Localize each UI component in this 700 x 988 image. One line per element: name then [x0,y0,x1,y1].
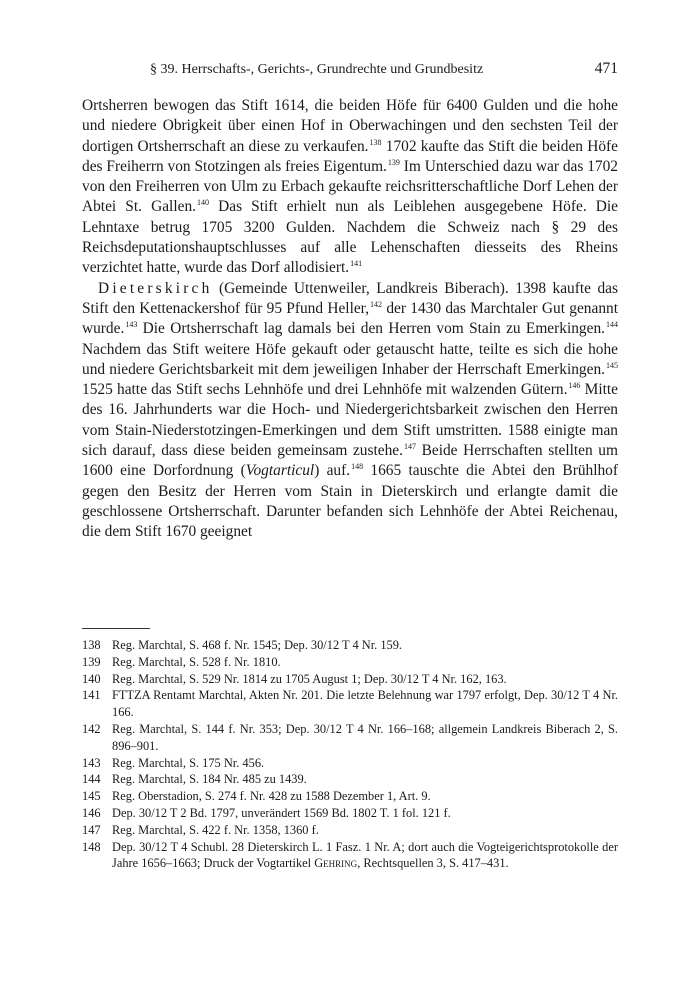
footnote-ref[interactable]: 142 [370,299,383,309]
footnote-147 [82,822,618,839]
footnote-text: Reg. Marchtal, S. 175 Nr. 456. [112,755,265,770]
footnote-text: Reg. Marchtal, S. 468 f. Nr. 1545; Dep. 30/12 T 4 Nr. 159. [112,638,403,652]
footnote-ref[interactable]: 138 [369,137,382,147]
footnote-text: Reg. Marchtal, S. 184 Nr. 485 zu 1439. [112,772,307,787]
text-run: Das Stift erhielt nun als Leiblehen ausgegebene Höfe. Die Lehntaxe betrug 1705 3200 Gulden. Nachdem die Schweiz nach § 29 des Reichsdeputationshauptschlusses auf alle Lehenschaften diesseits des Rheins verzichtet hatte, wurde das Dorf allodisiert. [82,198,619,277]
text-run: ) auf. [314,462,351,480]
footnote-144 [82,771,618,788]
footnote-ref[interactable]: 144 [606,320,618,330]
text-run: 1525 hatte das Stift sechs Lehnhöfe und drei Lehnhöfe mit walzenden Gütern. [82,381,568,399]
footnote-number: 145 [82,789,101,804]
footnote-ref[interactable]: 146 [568,381,581,391]
footnote-text: Reg. Oberstadion, S. 274 f. Nr. 428 zu 1588 Dezember 1, Art. 9. [112,789,431,804]
footnote-ref[interactable]: 148 [351,462,364,472]
footnotes [82,637,618,872]
text-run: Die Ortsherrschaft lag damals bei den Herren vom Stain zu Emerkingen. [137,320,605,338]
page-number: 471 [594,60,618,77]
footnote-number: 141 [82,688,101,703]
footnote-ref[interactable]: 140 [197,198,209,208]
footnote-text: Dep. 30/12 T 2 Bd. 1797, unverändert 1569 Bd. 1802 T. 1 fol. 121 f. [112,805,451,820]
footnote-number: 147 [82,822,101,837]
footnote-text: Reg. Marchtal, S. 144 f. Nr. 353; Dep. 30/12 T 4 Nr. 166–168; allgemein Landkreis Biberach 2, S. 896–901. [112,721,618,753]
running-head [82,60,618,82]
footnote-text: Reg. Marchtal, S. 422 f. Nr. 1358, 1360 f. [112,822,319,837]
text-run: 1665 tauschte die Abtei den Brühlhof gegen den Besitz der Herren vom Stain in Dieterskirch und erlangte damit die geschlossene Ortsherrschaft. Darunter befanden sich Lehnhöfe der Abtei Reichenau, die dem Stift 1670 geeignet [82,462,618,541]
footnote-ref[interactable]: 141 [350,259,363,269]
footnote-number: 138 [82,638,101,652]
author-name: Gehring [314,856,358,871]
footnote-141 [82,687,618,721]
footnote-text: FTTZA Rentamt Marchtal, Akten Nr. 201. Die letzte Belehnung war 1797 erfolgt, Dep. 30/12 T 4 Nr. 166. [112,688,618,720]
text-run: Im Unterschied dazu war das 1702 von den Freiherren von Ulm zu Erbach gekaufte reichsritterschaftliche Dorf Lehen der Abtei St. Gallen. [82,157,618,216]
running-head-title: § 39. Herrschafts-, Gerichts-, Grundrechte und Grundbesitz [150,62,484,77]
footnote-number: 143 [82,755,101,770]
footnote-143 [82,755,618,772]
footnote-140 [82,671,618,688]
footnote-138 [82,637,618,654]
footnote-ref[interactable]: 145 [606,360,618,370]
footnote-number: 144 [82,772,101,787]
footnote-number: 142 [82,721,101,736]
footnote-145 [82,788,618,805]
footnote-number: 139 [82,654,101,669]
text-run: (Gemeinde Uttenweiler, Landkreis Biberach). 1398 kaufte das Stift den Kettenackershof für 95 Pfund Heller, [82,279,618,317]
footnote-ref[interactable]: 139 [387,157,400,167]
paragraph-dieterskirch [82,279,618,543]
italic-term: Vogtarticul [245,462,315,480]
footnote-146 [82,805,618,822]
footnote-142 [82,721,618,755]
footnote-text: Reg. Marchtal, S. 529 Nr. 1814 zu 1705 August 1; Dep. 30/12 T 4 Nr. 162, 163. [112,671,507,686]
text-run: 1702 kaufte das Stift die beiden Höfe des Freiherrn von Stotzingen als freies Eigentum. [82,137,619,175]
footnote-text [112,839,618,873]
footnote-separator [82,628,150,629]
footnote-number: 146 [82,805,101,820]
footnote-number: 140 [82,671,101,686]
text-run: der 1430 das Marchtaler Gut genannt wurde. [82,299,618,338]
footnote-ref[interactable]: 147 [403,442,416,452]
text-run: Nachdem das Stift weitere Höfe gekauft oder getauscht hatte, teilte es sich die hohe und niedere Gerichtsbarkeit mit dem jeweiligen Inhaber der Herrschaft Emerkingen. [82,340,618,378]
footnote-139 [82,654,618,671]
body-text [82,96,618,543]
place-name: Dieterskirch [98,279,213,297]
text-run: Ortsherren bewogen das Stift 1614, die beiden Höfe für 6400 Gulden und die hohe und niedere Obrigkeit über einen Hof in Oberwachingen und den sechsten Teil der dortigen Ortsherrschaft an diese zu verkaufen. [82,97,618,155]
footnote-148 [82,839,618,873]
footnote-number: 148 [82,839,101,854]
text-run: , Rechtsquellen 3, S. 417–431. [357,856,509,871]
text-run: Dep. 30/12 T 4 Schubl. 28 Dieterskirch L. 1 Fasz. 1 Nr. A; dort auch die Vogteigerichtsprotokolle der Jahre 1656–1663; Druck der Vogtartikel [112,839,618,871]
footnote-text: Reg. Marchtal, S. 528 f. Nr. 1810. [112,654,281,669]
paragraph-oberwachingen [82,96,618,279]
footnote-ref[interactable]: 143 [125,320,138,330]
text-run: Beide Herrschaften stellten um 1600 eine Dorfordnung ( [82,442,618,480]
text-run: Mitte des 16. Jahrhunderts war die Hoch- und Niedergerichtsbarkeit zwischen den Herren vom Stain-Niederstotzingen-Emerkingen und dem Stift umstritten. 1588 einigte man sich darauf, dass diese beiden gemeinsam zustehe. [82,381,618,460]
